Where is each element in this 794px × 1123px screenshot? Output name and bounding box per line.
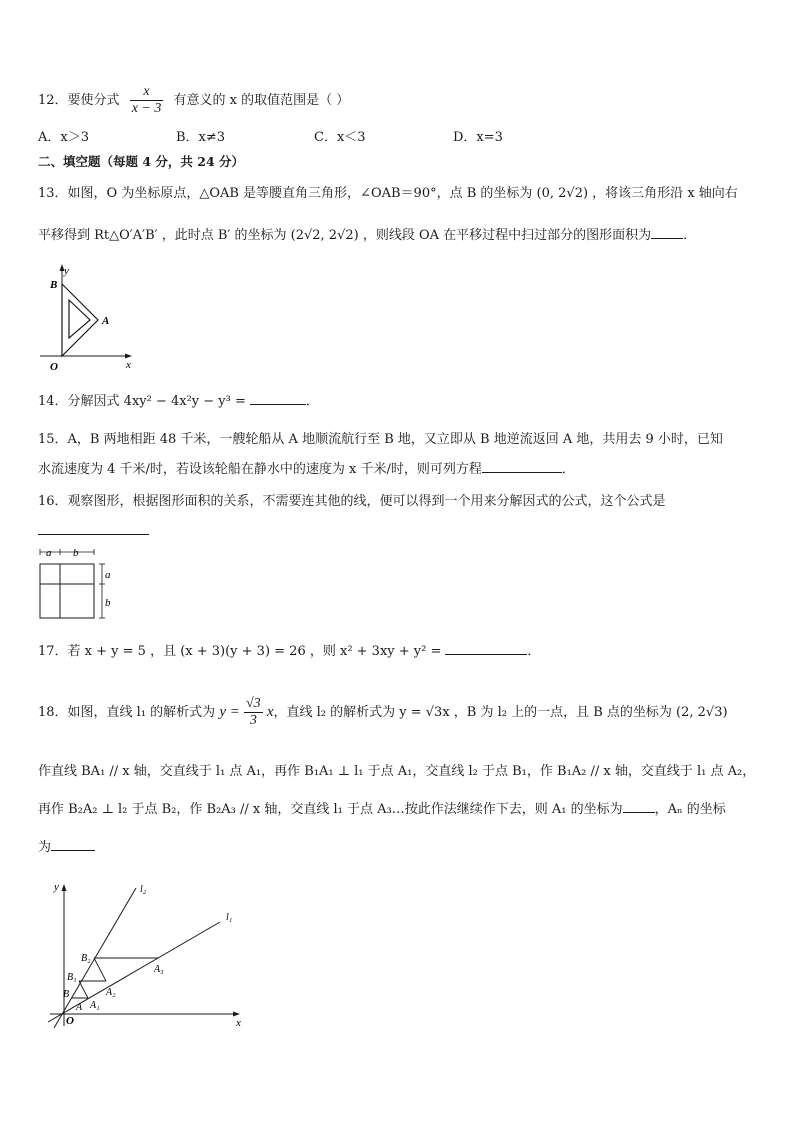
q16-label-a-top: a <box>46 548 52 559</box>
q18-label-b1: B₁ <box>67 972 77 983</box>
q16-label-b-top: b <box>73 548 79 559</box>
q15-answer-blank <box>482 472 562 473</box>
q16-square <box>40 564 94 618</box>
q18-label-a2: A₂ <box>106 987 116 998</box>
q16-answer-blank <box>38 534 149 535</box>
q16-line-1: 16．观察图形，根据图形面积的关系，不需要连其他的线，便可以得到一个用来分解因式的公式，这个公式是 <box>38 494 666 509</box>
q15-line-2-text: 水流速度为 4 千米/时，若设该轮船在静水中的速度为 x 千米/时，则可列方程 <box>38 462 482 477</box>
q13-line-1: 13．如图，O 为坐标原点，△OAB 是等腰直角三角形，∠OAB＝90°，点 B 的坐标为 (0, 2√2) ，将该三角形沿 x 轴向右 <box>38 186 738 201</box>
q13-line-2-text: 平移得到 Rt△O′A′B′ ，此时点 B′ 的坐标为 (2√2, 2√2) ，则线段 OA 在平移过程中扫过部分的图形面积为 <box>38 228 652 243</box>
q13-label-y: y <box>64 265 69 277</box>
q18-label-b2: B₂ <box>81 953 91 964</box>
q12-fraction-denominator: x − 3 <box>131 101 162 116</box>
q13-line-2 <box>38 224 696 243</box>
q13-inner-triangle <box>69 300 90 338</box>
q17-answer-blank <box>445 654 527 655</box>
section-title-fill-in: 二、填空题（每题 4 分，共 24 分） <box>38 154 245 169</box>
q18-line-2: 作直线 BA₁ // x 轴，交直线于 l₁ 点 A₁，再作 B₁A₁ ⊥ l₁ 于点 A₁，交直线 l₂ 于点 B₁，作 B₁A₂ // x 轴，交直线于 l₁ 点 A₂， <box>38 764 756 779</box>
q18-answer-blank-2 <box>51 850 95 851</box>
q15-line-2 <box>38 458 575 477</box>
q18-eq1-rhs: x <box>266 704 274 720</box>
q18-y-arrow-icon <box>62 884 67 891</box>
q12-option-c: C．x＜3 <box>314 130 366 145</box>
q18-answer-blank-1 <box>623 812 655 813</box>
q18-prefix: 18．如图，直线 l₁ 的解析式为 <box>38 705 216 720</box>
q18-line-3-text: 再作 B₂A₂ ⊥ l₂ 于点 B₂，作 B₂A₃ // x 轴，交直线 l₁ 于点 A₃…按此作法继续作下去，则 A₁ 的坐标为 <box>38 802 623 817</box>
q18-line-1 <box>38 696 728 729</box>
q15-line-2-end: ． <box>561 462 575 477</box>
q18-fraction <box>244 696 263 729</box>
q18-figure <box>40 876 250 1032</box>
q12-suffix: 有意义的 x 的取值范围是（ ） <box>173 93 350 108</box>
q18-mid: ，直线 l₂ 的解析式为 y = √3x ，B 为 l₂ 上的一点，且 B 点的坐标为 (2, 2√3) <box>273 705 728 720</box>
q14-answer-blank <box>250 404 306 405</box>
q18-fraction-denominator: 3 <box>244 712 263 729</box>
q18-label-a: A <box>76 1002 83 1013</box>
q18-x-arrow-icon <box>233 1012 240 1017</box>
q12-option-b: B．x≠3 <box>176 130 226 145</box>
q18-label-a1: A₁ <box>90 1000 100 1011</box>
q18-label-o: O <box>66 1015 74 1027</box>
q18-label-b: B <box>63 989 70 1000</box>
q13-figure <box>34 262 144 374</box>
q13-x-arrow-icon <box>125 354 132 359</box>
q13-answer-blank <box>651 238 683 239</box>
q18-label-a3: A₃ <box>154 964 164 975</box>
question-17 <box>38 640 540 659</box>
q18-label-l2: l₂ <box>140 884 147 895</box>
q18-label-x: x <box>236 1017 241 1029</box>
q15-line-1: 15．A，B 两地相距 48 千米，一艘轮船从 A 地顺流航行至 B 地，又立即从 B 地逆流返回 A 地，共用去 9 小时，已知 <box>38 432 723 447</box>
q18-line-3-mid: ，Aₙ 的坐标 <box>654 802 726 817</box>
q18-segment-a2b2 <box>94 958 106 981</box>
q18-label-l1: l₁ <box>226 912 233 923</box>
q18-segment-a1b1 <box>79 981 88 998</box>
q12-option-d: D．x=3 <box>453 130 503 145</box>
q18-line-4 <box>38 836 95 855</box>
q13-triangle-oab <box>62 284 98 356</box>
q16-label-b-side: b <box>105 597 111 609</box>
question-12 <box>38 84 349 117</box>
q13-label-a: A <box>102 315 110 327</box>
q13-label-x: x <box>126 359 131 371</box>
q14-text: 14．分解因式 4xy² − 4x²y − y³ = <box>38 394 246 409</box>
q12-prefix: 12．要使分式 <box>38 93 120 108</box>
q16-label-a-side: a <box>105 569 111 581</box>
question-14 <box>38 390 319 409</box>
q16-figure <box>36 548 116 622</box>
q18-fraction-numerator: √3 <box>246 696 261 711</box>
q17-text: 17．若 x + y = 5 ，且 (x + 3)(y + 3) = 26 ，则 x² + 3xy + y² = <box>38 644 442 659</box>
q17-end: ． <box>527 644 541 659</box>
q18-label-y: y <box>54 881 59 893</box>
q13-line-2-end: ． <box>683 228 697 243</box>
q12-fraction-numerator: x <box>143 84 150 99</box>
q18-eq1-lhs: y = <box>219 704 240 720</box>
q14-end: ． <box>305 394 319 409</box>
q18-line-4-text: 为 <box>38 840 52 855</box>
q12-fraction <box>130 84 164 117</box>
q13-label-o: O <box>50 361 58 373</box>
q18-line-3 <box>38 798 726 817</box>
q13-label-b: B <box>50 279 58 291</box>
q12-option-a: A．x＞3 <box>38 130 89 145</box>
